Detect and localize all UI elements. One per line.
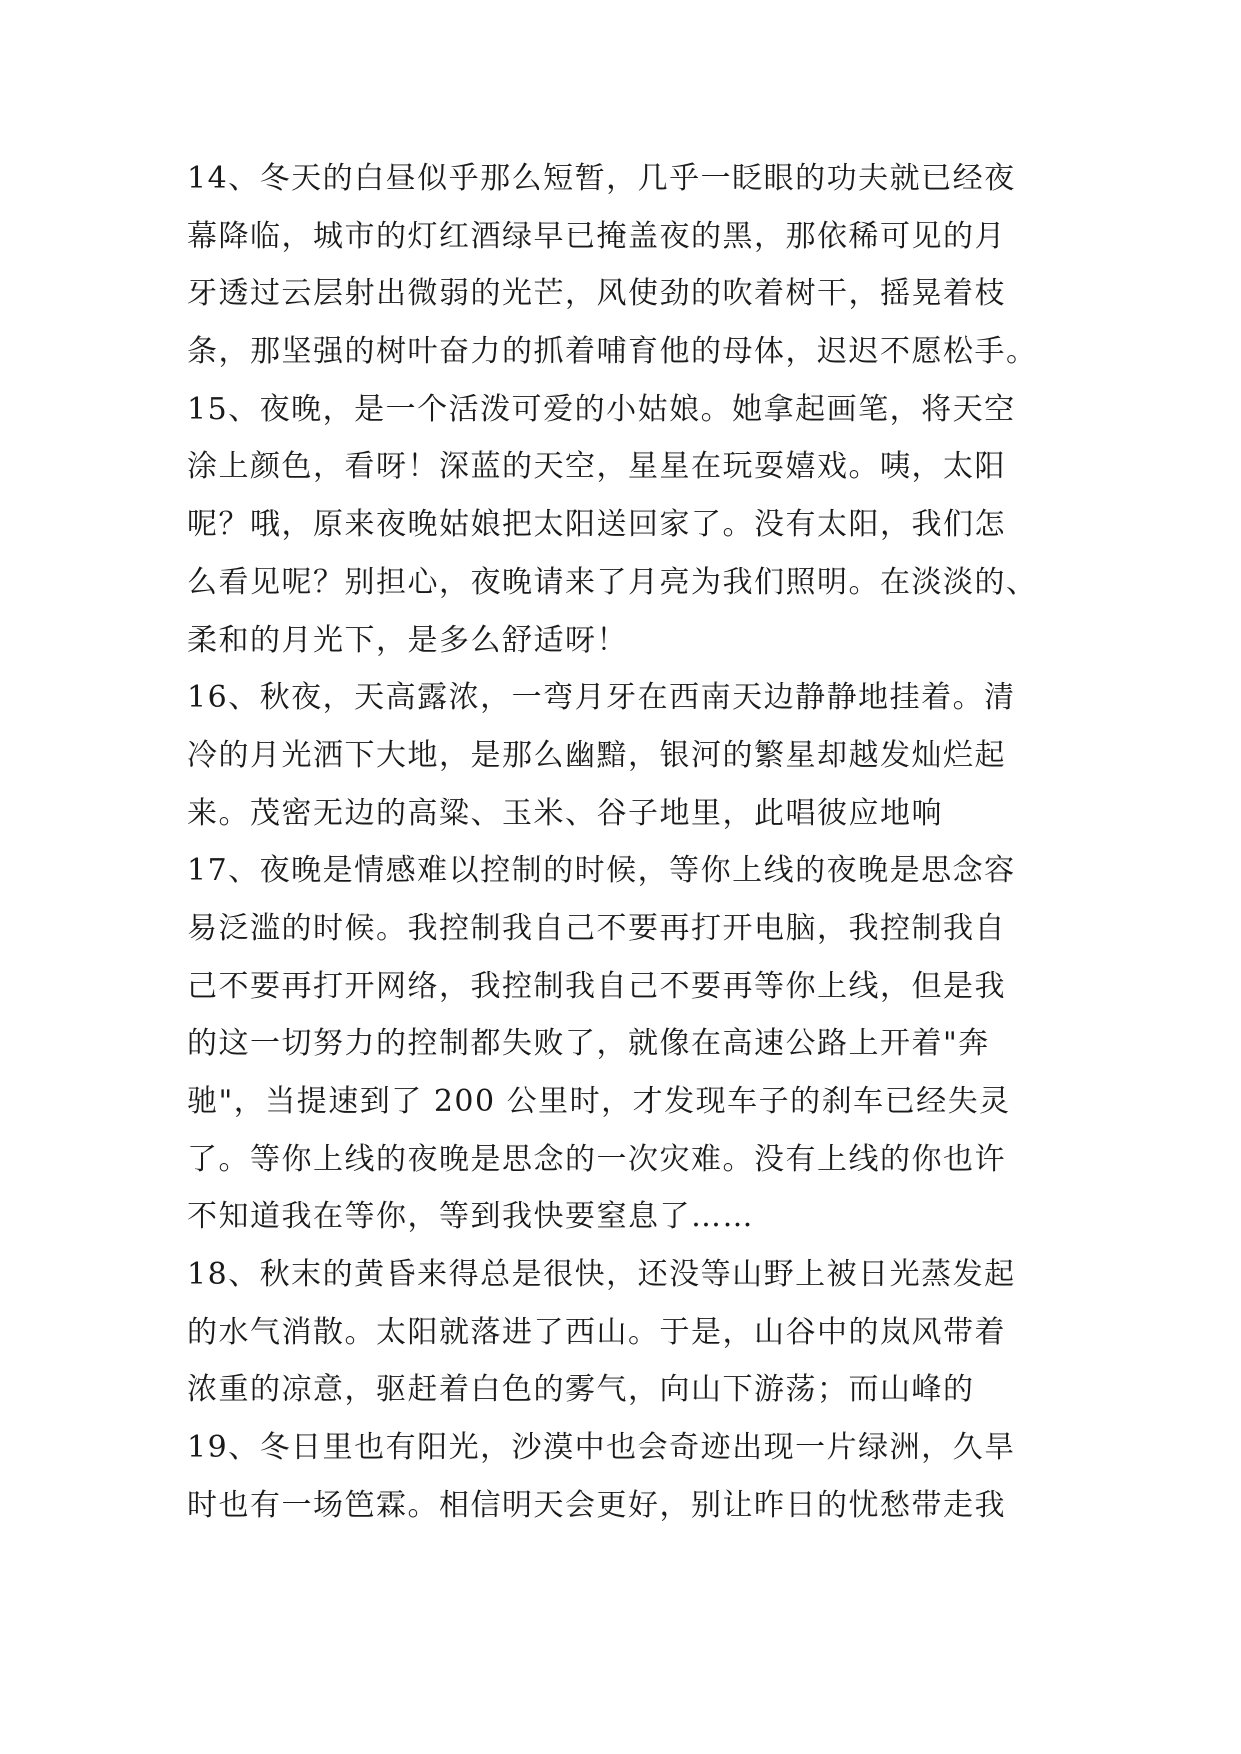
text-line: 的水气消散。太阳就落进了西山。于是，山谷中的岚风带着	[187, 1314, 1006, 1350]
text-line: 18、秋末的黄昏来得总是很快，还没等山野上被日光蒸发起	[187, 1257, 1016, 1293]
document-body	[187, 150, 1057, 1535]
text-line: 易泛滥的时候。我控制我自己不要再打开电脑，我控制我自	[187, 910, 1006, 946]
text-line: 柔和的月光下，是多么舒适呀！	[187, 622, 628, 658]
text-line: 驰"，当提速到了 200 公里时，才发现车子的刹车已经失灵	[187, 1084, 1011, 1119]
text-line: 么看见呢？别担心，夜晚请来了月亮为我们照明。在淡淡的、	[187, 564, 1038, 600]
text-line: 幕降临，城市的灯红酒绿早已掩盖夜的黑，那依稀可见的月	[187, 218, 1006, 254]
text-line: 16、秋夜，天高露浓，一弯月牙在西南天边静静地挂着。清	[187, 680, 1016, 716]
text-line: 的这一切努力的控制都失败了，就像在高速公路上开着"奔	[187, 1026, 990, 1062]
text-line: 15、夜晚，是一个活泼可爱的小姑娘。她拿起画笔，将天空	[187, 391, 1016, 427]
text-line: 涂上颜色，看呀！深蓝的天空，星星在玩耍嬉戏。咦，太阳	[187, 449, 1006, 485]
text-line: 19、冬日里也有阳光，沙漠中也会奇迹出现一片绿洲，久旱	[187, 1430, 1016, 1466]
text-line: 14、冬天的白昼似乎那么短暂，几乎一眨眼的功夫就已经夜	[187, 161, 1016, 196]
text-line: 来。茂密无边的高粱、玉米、谷子地里，此唱彼应地响	[187, 795, 943, 831]
text-line: 冷的月光洒下大地，是那么幽黯，银河的繁星却越发灿烂起	[187, 737, 1006, 773]
text-line: 条，那坚强的树叶奋力的抓着哺育他的母体，迟迟不愿松手。	[187, 334, 1038, 370]
text-line: 浓重的凉意，驱赶着白色的雾气，向山下游荡；而山峰的	[187, 1372, 975, 1408]
text-line: 不知道我在等你，等到我快要窒息了……	[187, 1199, 754, 1235]
text-line: 了。等你上线的夜晚是思念的一次灾难。没有上线的你也许	[187, 1141, 1006, 1177]
text-line: 己不要再打开网络，我控制我自己不要再等你上线，但是我	[187, 968, 1006, 1004]
text-line: 时也有一场笆霖。相信明天会更好，别让昨日的忧愁带走我	[187, 1487, 1006, 1523]
text-line: 呢？哦，原来夜晚姑娘把太阳送回家了。没有太阳，我们怎	[187, 507, 1006, 543]
text-line: 17、夜晚是情感难以控制的时候，等你上线的夜晚是思念容	[187, 853, 1016, 889]
text-line: 牙透过云层射出微弱的光芒，风使劲的吹着树干，摇晃着枝	[187, 276, 1006, 312]
